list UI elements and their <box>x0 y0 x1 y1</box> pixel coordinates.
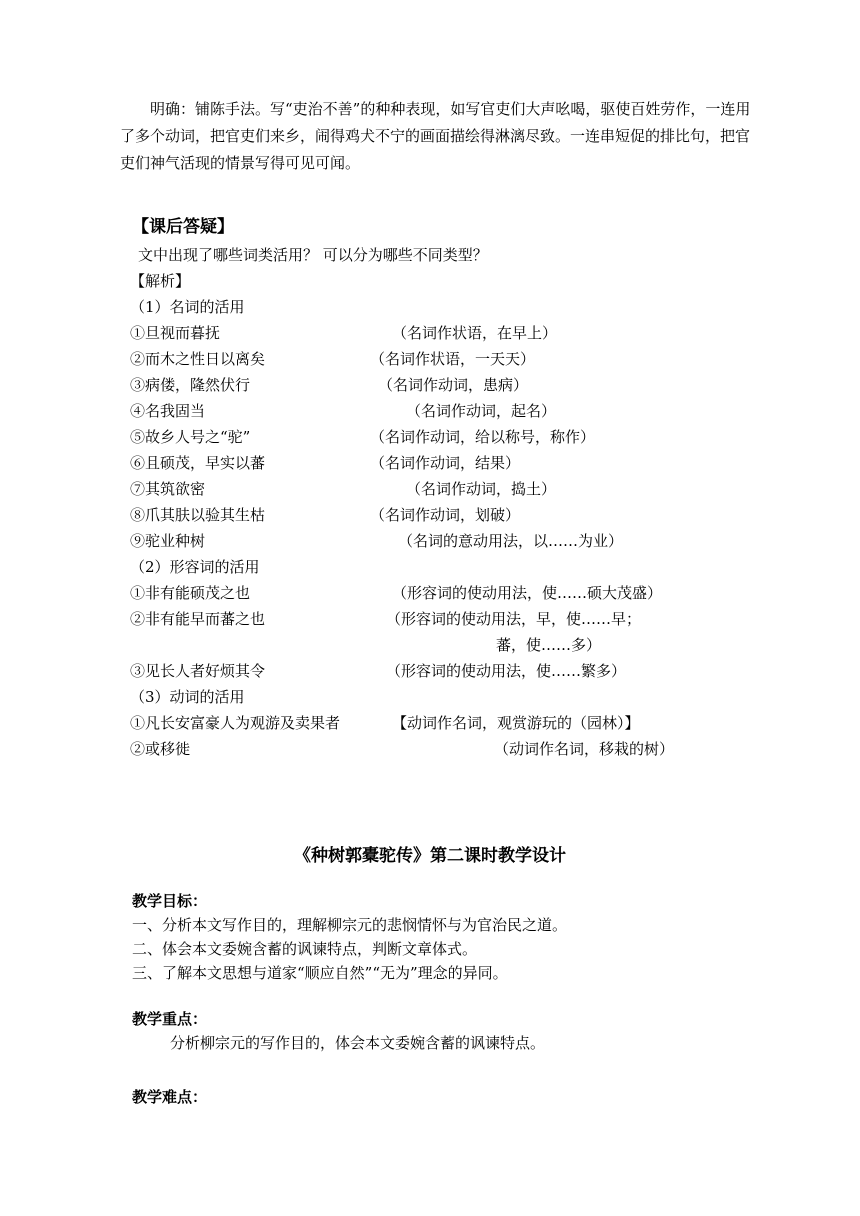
intro-paragraph <box>120 96 760 177</box>
example-text: ①凡长安富豪人为观游及卖果者 <box>130 714 341 732</box>
example-text: ⑥且硕茂，早实以蕃 <box>130 454 266 472</box>
example-note: （名词作动词，捣土） <box>406 480 557 498</box>
example-note: （名词作状语，在早上） <box>392 324 558 342</box>
example-text: ①旦视而暮抚 <box>130 324 221 342</box>
example-text: ②或移徙 <box>130 740 191 758</box>
example-text: ⑧爪其肤以验其生枯 <box>130 506 266 524</box>
example-text: ②非有能早而蕃之也 <box>130 610 266 628</box>
example-text: ③病偻，隆然伏行 <box>130 376 251 394</box>
difficulty-label: 教学难点： <box>132 1088 208 1106</box>
analysis-label: 【解析】 <box>130 272 191 290</box>
example-note: （形容词的使动用法，早，使……早； <box>386 610 642 628</box>
example-note: （动词作名词，移栽的树） <box>494 740 675 758</box>
lesson-design-title: 《种树郭橐驼传》第二课时教学设计 <box>294 846 566 866</box>
example-note: （名词作动词，给以称号，称作） <box>370 428 596 446</box>
example-text: ⑦其筑欲密 <box>130 480 206 498</box>
goal-item: 三、了解本文思想与道家“顺应自然”“无为”理念的异同。 <box>132 964 508 982</box>
group1-label: （1）名词的活用 <box>130 298 245 316</box>
example-note: （名词作状语，一天天） <box>370 350 536 368</box>
example-text: ④名我固当 <box>130 402 206 420</box>
goals-label: 教学目标： <box>132 892 208 910</box>
example-note: 【动词作名词，观赏游玩的（园林）】 <box>392 714 640 732</box>
example-note: （形容词的使动用法，使……繁多） <box>386 662 627 680</box>
example-text: ②而木之性日以离矣 <box>130 350 266 368</box>
key-point-label: 教学重点： <box>132 1010 208 1028</box>
example-text: ③见长人者好烦其令 <box>130 662 266 680</box>
example-text: ⑤故乡人号之“驼” <box>130 428 251 446</box>
after-class-heading: 【课后答疑】 <box>132 217 234 237</box>
example-note: （名词作动词，划破） <box>370 506 521 524</box>
example-note-continued: 蕃，使……多） <box>496 636 602 654</box>
question-text: 文中出现了哪些词类活用？ 可以分为哪些不同类型？ <box>138 246 488 264</box>
group2-label: （2）形容词的活用 <box>130 558 260 576</box>
example-note: （名词作动词，结果） <box>370 454 521 472</box>
goal-item: 一、分析本文写作目的，理解柳宗元的悲悯情怀与为官治民之道。 <box>132 916 568 934</box>
example-text: ⑨驼业种树 <box>130 532 206 550</box>
example-text: ①非有能硕茂之也 <box>130 584 251 602</box>
example-note: （形容词的使动用法，使……硕大茂盛） <box>392 584 663 602</box>
group3-label: （3）动词的活用 <box>130 688 245 706</box>
example-note: （名词的意动用法，以……为业） <box>398 532 624 550</box>
intro-text: 铺陈手法。写“吏治不善”的种种表现，如写官吏们大声吆喝，驱使百姓劳作，一连用了多个动词，把官吏们来乡，闹得鸡犬不宁的画面描绘得淋漓尽致。一连串短促的排比句，把官吏们神气活现的情景写得可见可闻。 <box>120 100 751 172</box>
example-note: （名词作动词，起名） <box>406 402 557 420</box>
goal-item: 二、体会本文委婉含蓄的讽谏特点，判断文章体式。 <box>132 940 478 958</box>
key-point-text: 分析柳宗元的写作目的，体会本文委婉含蓄的讽谏特点。 <box>170 1034 546 1052</box>
intro-label: 明确： <box>150 100 196 118</box>
example-note: （名词作动词，患病） <box>378 376 529 394</box>
